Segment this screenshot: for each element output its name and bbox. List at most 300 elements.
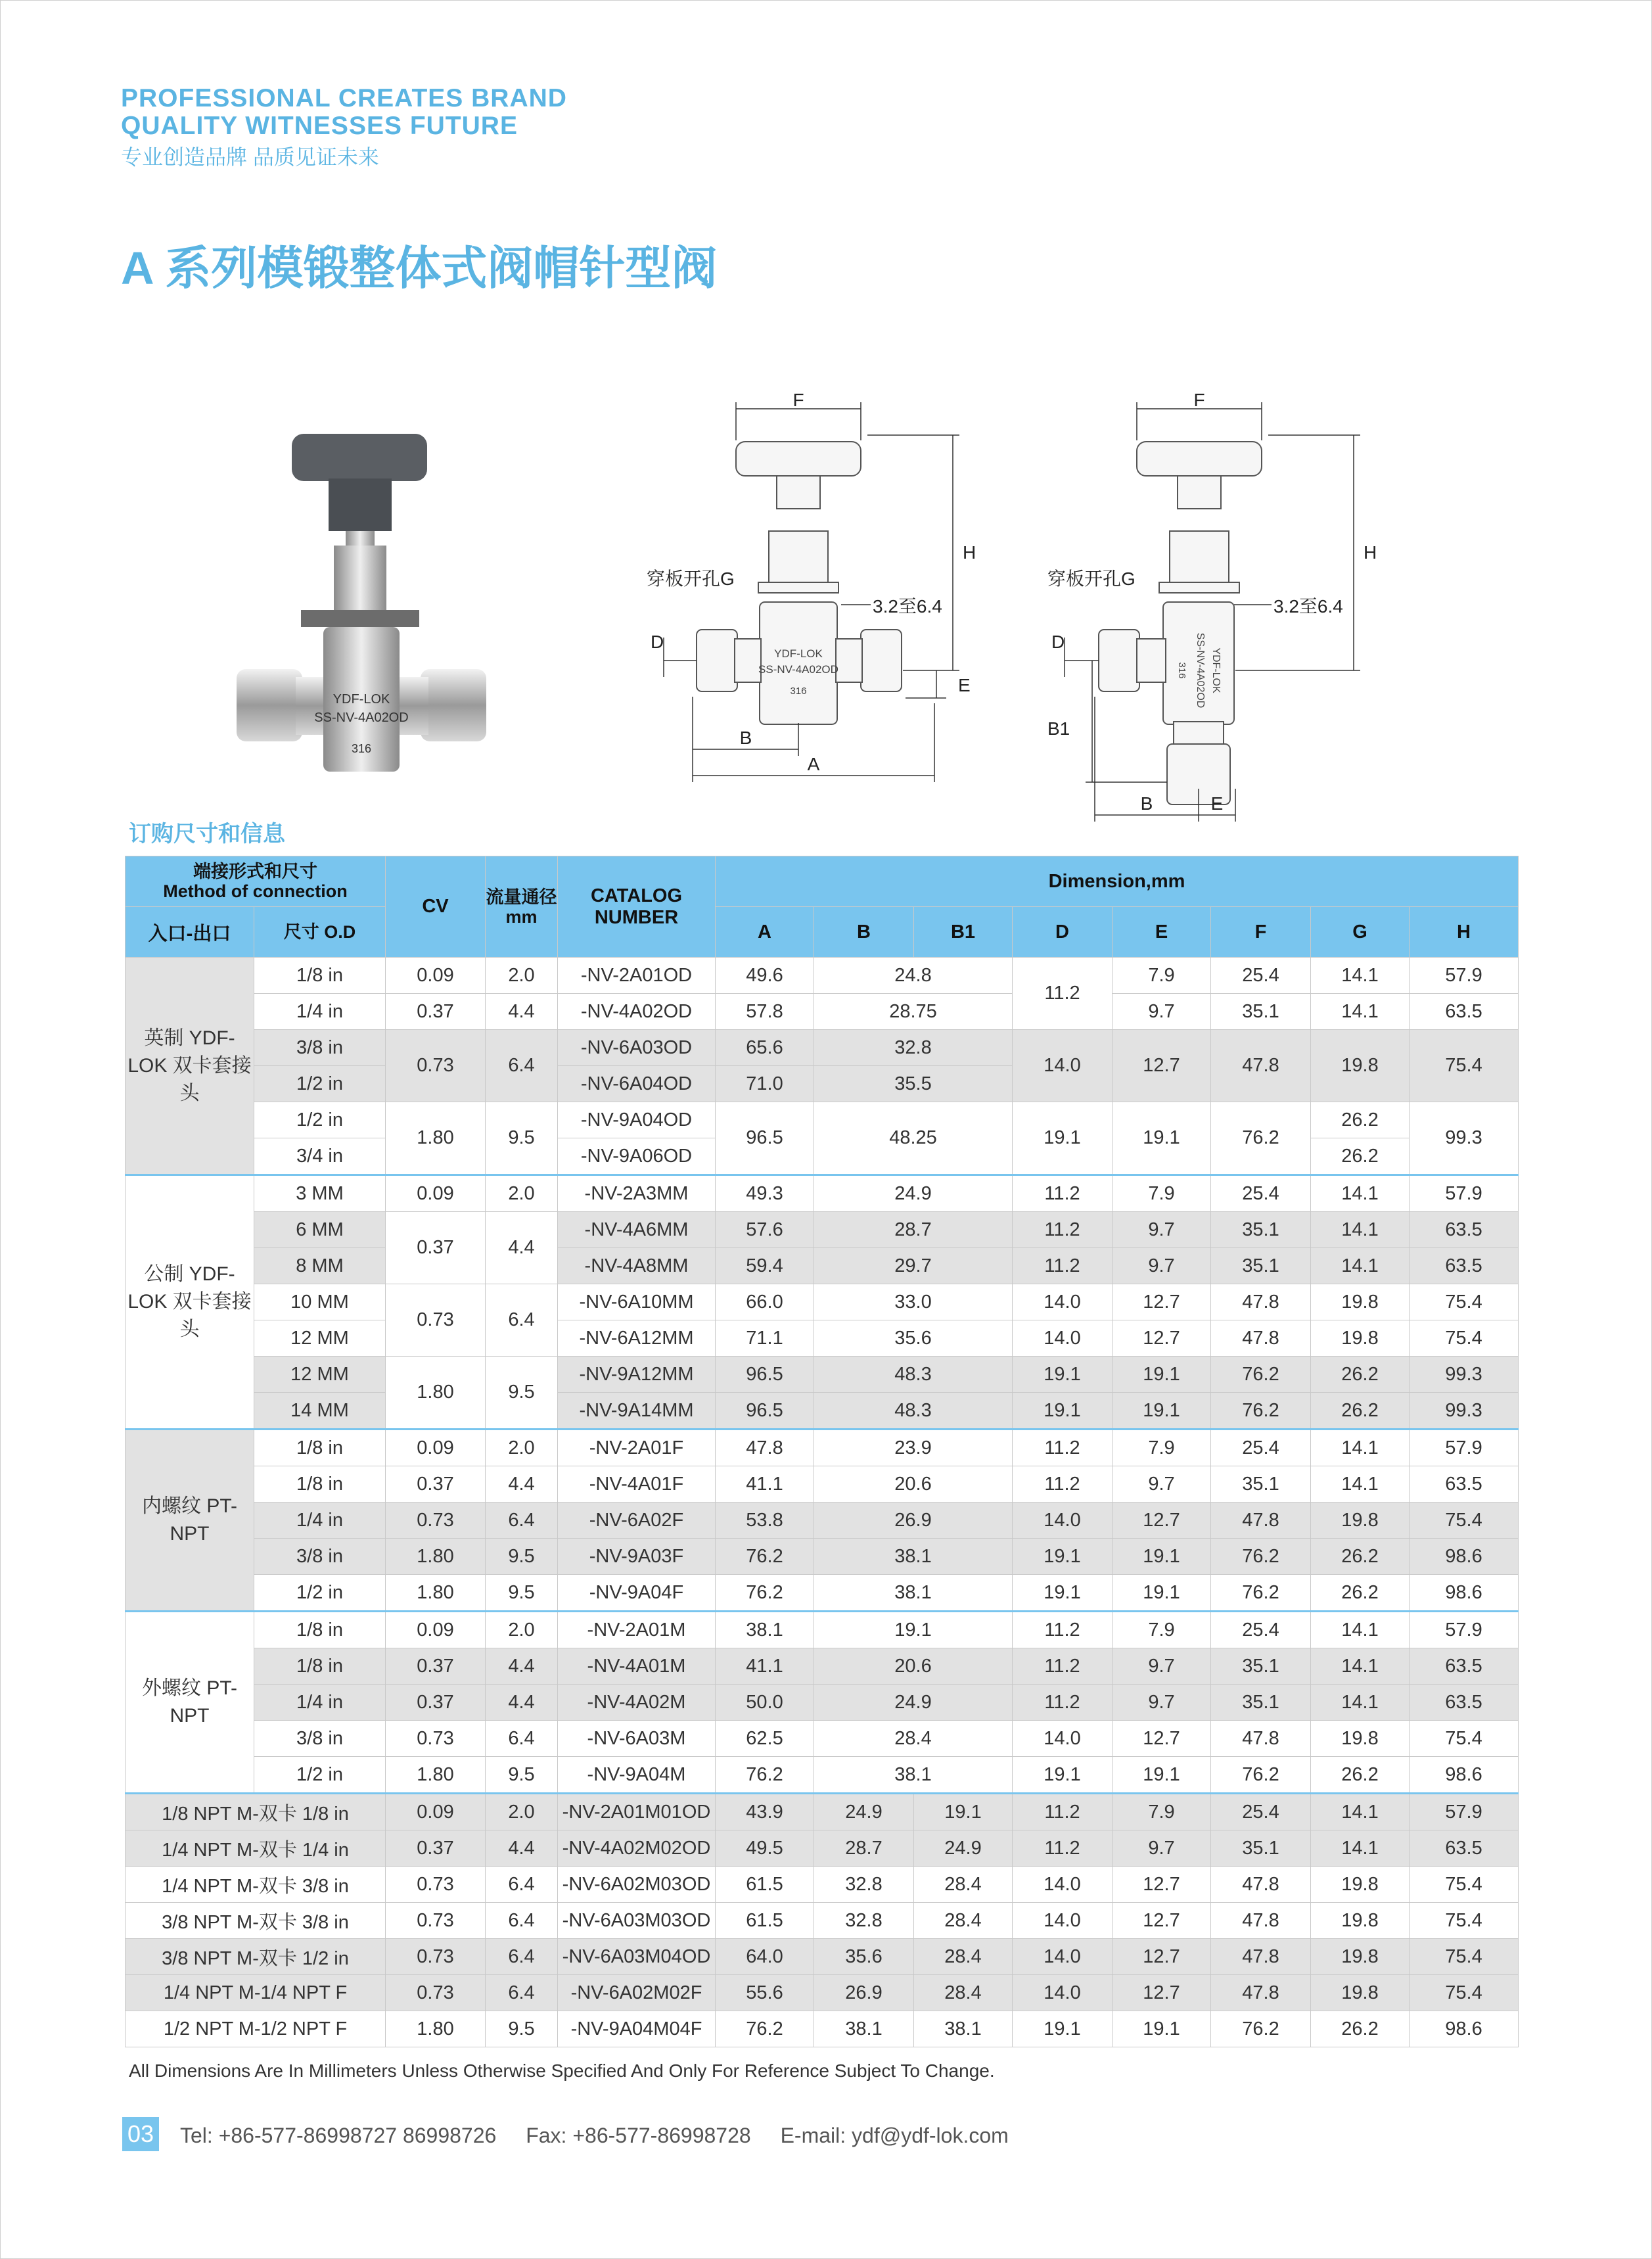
cell-D: 19.1 (1013, 1102, 1113, 1175)
cell-B: 24.9 (814, 1175, 1013, 1212)
valve-photo (223, 421, 499, 776)
cell-flow: 4.4 (486, 1648, 558, 1685)
hdr-F: F (1211, 907, 1311, 958)
cell-connection: 1/4 NPT M-双卡 3/8 in (126, 1867, 386, 1903)
cell-F: 47.8 (1211, 1903, 1311, 1939)
diag1-brand: YDF-LOK (774, 647, 823, 660)
hdr-catalog: CATALOG NUMBER (558, 856, 716, 958)
cell-A: 47.8 (716, 1430, 814, 1466)
cell-G: 26.2 (1311, 1539, 1410, 1575)
cell-D: 11.2 (1013, 1830, 1113, 1867)
cell-size: 3 MM (254, 1175, 386, 1212)
cell-B: 48.25 (814, 1102, 1013, 1175)
cell-catalog: -NV-9A06OD (558, 1138, 716, 1175)
cell-flow: 4.4 (486, 1830, 558, 1867)
cell-D: 11.2 (1013, 1612, 1113, 1648)
cell-E: 9.7 (1113, 1830, 1211, 1867)
hdr-E: E (1113, 907, 1211, 958)
photo-brand: YDF-LOK (333, 692, 390, 707)
cell-E: 12.7 (1113, 1867, 1211, 1903)
table-row (126, 1685, 1519, 1721)
cell-flow: 6.4 (486, 1030, 558, 1102)
cell-size: 1/8 in (254, 1648, 386, 1685)
cell-cv: 0.37 (386, 1685, 486, 1721)
cell-size: 14 MM (254, 1393, 386, 1430)
cell-F: 76.2 (1211, 2011, 1311, 2047)
cell-B: 48.3 (814, 1357, 1013, 1393)
panel-thickness-label: 3.2至6.4 (873, 596, 942, 617)
cell-H: 63.5 (1410, 994, 1519, 1030)
cell-B1: 38.1 (914, 2011, 1013, 2047)
cell-F: 25.4 (1211, 1794, 1311, 1830)
cell-E: 19.1 (1113, 1539, 1211, 1575)
cell-F: 47.8 (1211, 1284, 1311, 1320)
table-row (126, 1466, 1519, 1502)
cell-E: 19.1 (1113, 1575, 1211, 1612)
cell-G: 19.8 (1311, 1903, 1410, 1939)
cell-A: 71.0 (716, 1066, 814, 1102)
cell-cv: 0.37 (386, 1830, 486, 1867)
cell-G: 26.2 (1311, 1102, 1410, 1138)
cell-B: 20.6 (814, 1648, 1013, 1685)
cell-flow: 9.5 (486, 1357, 558, 1430)
table-row (126, 1357, 1519, 1393)
table-row (126, 2011, 1519, 2047)
table-row (126, 994, 1519, 1030)
cell-D: 14.0 (1013, 1320, 1113, 1357)
cell-H: 98.6 (1410, 1575, 1519, 1612)
category-imperial: 英制 YDF-LOK 双卡套接头 (126, 958, 254, 1175)
cell-H: 63.5 (1410, 1685, 1519, 1721)
cell-A: 76.2 (716, 1757, 814, 1794)
cell-connection: 1/2 NPT M-1/2 NPT F (126, 2011, 386, 2047)
cell-catalog: -NV-4A6MM (558, 1212, 716, 1248)
cell-A: 96.5 (716, 1102, 814, 1175)
cell-catalog: -NV-4A8MM (558, 1248, 716, 1284)
contact-tel: Tel: +86-577-86998727 86998726 (180, 2124, 497, 2147)
cell-A: 59.4 (716, 1248, 814, 1284)
cell-D: 11.2 (1013, 958, 1113, 1030)
cell-B: 35.6 (814, 1320, 1013, 1357)
cell-cv: 0.09 (386, 1612, 486, 1648)
cell-E: 19.1 (1113, 1102, 1211, 1175)
cell-A: 41.1 (716, 1466, 814, 1502)
cell-cv: 0.09 (386, 958, 486, 994)
handle (736, 442, 861, 476)
cell-catalog: -NV-6A03OD (558, 1030, 716, 1066)
cell-size: 1/4 in (254, 1502, 386, 1539)
cell-D: 19.1 (1013, 1757, 1113, 1794)
table-row (126, 1284, 1519, 1320)
cell-H: 75.4 (1410, 1975, 1519, 2011)
cell-H: 75.4 (1410, 1721, 1519, 1757)
handle-knob (292, 434, 427, 481)
cell-B: 28.7 (814, 1212, 1013, 1248)
cell-cv: 1.80 (386, 1757, 486, 1794)
cell-F: 25.4 (1211, 1175, 1311, 1212)
cell-F: 25.4 (1211, 1430, 1311, 1466)
cell-catalog: -NV-9A03F (558, 1539, 716, 1575)
cell-F: 47.8 (1211, 1721, 1311, 1757)
cell-B1: 19.1 (914, 1794, 1013, 1830)
cell-size: 12 MM (254, 1320, 386, 1357)
cell-connection: 3/8 NPT M-双卡 3/8 in (126, 1903, 386, 1939)
cell-E: 19.1 (1113, 1393, 1211, 1430)
cell-flow: 6.4 (486, 1502, 558, 1539)
table-row (126, 1102, 1519, 1138)
dim-H: H (963, 542, 976, 563)
cell-size: 1/4 in (254, 994, 386, 1030)
cell-F: 25.4 (1211, 1612, 1311, 1648)
cell-H: 63.5 (1410, 1830, 1519, 1867)
cell-B: 35.6 (814, 1939, 914, 1975)
cell-cv: 0.37 (386, 1212, 486, 1284)
cell-E: 9.7 (1113, 1212, 1211, 1248)
cell-H: 57.9 (1410, 958, 1519, 994)
cell-size: 8 MM (254, 1248, 386, 1284)
cell-A: 55.6 (716, 1975, 814, 2011)
page-number: 03 (122, 2117, 159, 2151)
cell-F: 76.2 (1211, 1757, 1311, 1794)
cell-A: 76.2 (716, 1575, 814, 1612)
cell-flow: 2.0 (486, 1430, 558, 1466)
header-row-2 (126, 907, 1519, 958)
cell-H: 75.4 (1410, 1939, 1519, 1975)
category-metric: 公制 YDF-LOK 双卡套接头 (126, 1175, 254, 1430)
hdr-method: 端接形式和尺寸 Method of connection (126, 856, 386, 907)
cell-E: 7.9 (1113, 1794, 1211, 1830)
cell-size: 1/4 in (254, 1685, 386, 1721)
cell-B: 28.75 (814, 994, 1013, 1030)
cell-D: 14.0 (1013, 1721, 1113, 1757)
dim-D: D (1051, 632, 1065, 652)
cell-catalog: -NV-6A03M03OD (558, 1903, 716, 1939)
hdr-cv: CV (386, 856, 486, 958)
cell-catalog: -NV-9A04M04F (558, 2011, 716, 2047)
dim-F: F (792, 390, 804, 410)
cell-B: 20.6 (814, 1466, 1013, 1502)
cell-F: 35.1 (1211, 1830, 1311, 1867)
table-row (126, 1612, 1519, 1648)
cell-A: 62.5 (716, 1721, 814, 1757)
cell-H: 57.9 (1410, 1612, 1519, 1648)
cell-flow: 4.4 (486, 994, 558, 1030)
cell-catalog: -NV-6A10MM (558, 1284, 716, 1320)
cell-catalog: -NV-6A02F (558, 1502, 716, 1539)
cell-A: 76.2 (716, 1539, 814, 1575)
cell-H: 57.9 (1410, 1794, 1519, 1830)
cell-B1: 28.4 (914, 1975, 1013, 2011)
cell-A: 96.5 (716, 1357, 814, 1393)
cell-B: 38.1 (814, 1575, 1013, 1612)
cell-F: 76.2 (1211, 1393, 1311, 1430)
cell-flow: 9.5 (486, 1539, 558, 1575)
cell-G: 19.8 (1311, 1320, 1410, 1357)
cell-A: 65.6 (716, 1030, 814, 1066)
cell-catalog: -NV-9A04OD (558, 1102, 716, 1138)
cell-catalog: -NV-4A02M02OD (558, 1830, 716, 1867)
cell-flow: 9.5 (486, 1102, 558, 1175)
cell-E: 9.7 (1113, 1648, 1211, 1685)
cell-D: 19.1 (1013, 1357, 1113, 1393)
cell-E: 19.1 (1113, 1757, 1211, 1794)
cell-size: 3/8 in (254, 1721, 386, 1757)
table-row (126, 1721, 1519, 1757)
cell-size: 1/8 in (254, 1430, 386, 1466)
cell-A: 61.5 (716, 1867, 814, 1903)
cell-B: 32.8 (814, 1867, 914, 1903)
cell-G: 26.2 (1311, 1575, 1410, 1612)
cell-E: 19.1 (1113, 1357, 1211, 1393)
cell-G: 26.2 (1311, 1357, 1410, 1393)
cell-G: 14.1 (1311, 1466, 1410, 1502)
dim-E: E (1210, 793, 1224, 814)
cell-D: 19.1 (1013, 1575, 1113, 1612)
cell-B: 23.9 (814, 1430, 1013, 1466)
cell-cv: 0.37 (386, 1648, 486, 1685)
cell-A: 43.9 (716, 1794, 814, 1830)
cell-B: 32.8 (814, 1903, 914, 1939)
cell-cv: 0.37 (386, 1466, 486, 1502)
cell-B: 19.1 (814, 1612, 1013, 1648)
header-row-1 (126, 856, 1519, 907)
diag2-model: SS-NV-4A02OD (1195, 632, 1206, 709)
cell-catalog: -NV-4A02M (558, 1685, 716, 1721)
cell-F: 35.1 (1211, 1648, 1311, 1685)
cell-E: 12.7 (1113, 1502, 1211, 1539)
cell-E: 7.9 (1113, 958, 1211, 994)
cell-A: 57.8 (716, 994, 814, 1030)
cell-size: 1/2 in (254, 1102, 386, 1138)
cell-E: 12.7 (1113, 1030, 1211, 1102)
cell-size: 10 MM (254, 1284, 386, 1320)
cell-flow: 2.0 (486, 958, 558, 994)
cell-H: 98.6 (1410, 1539, 1519, 1575)
cell-flow: 4.4 (486, 1466, 558, 1502)
cell-connection: 3/8 NPT M-双卡 1/2 in (126, 1939, 386, 1975)
dim-B: B (739, 728, 752, 748)
hdr-inout: 入口-出口 (126, 907, 254, 958)
panel-hole-label: 穿板开孔G (647, 569, 735, 589)
cell-F: 47.8 (1211, 1030, 1311, 1102)
cell-cv: 0.73 (386, 1284, 486, 1357)
right-fitting (421, 669, 486, 741)
cell-E: 9.7 (1113, 1466, 1211, 1502)
slogan-line-1: PROFESSIONAL CREATES BRAND (121, 84, 567, 112)
cell-B: 24.8 (814, 958, 1013, 994)
cell-D: 14.0 (1013, 1867, 1113, 1903)
cell-B: 38.1 (814, 2011, 914, 2047)
cell-F: 35.1 (1211, 1248, 1311, 1284)
straight-valve-diagram (637, 390, 976, 789)
hdr-B: B (814, 907, 914, 958)
cell-A: 71.1 (716, 1320, 814, 1357)
cell-B: 28.4 (814, 1721, 1013, 1757)
cell-G: 19.8 (1311, 1939, 1410, 1975)
cell-flow: 6.4 (486, 1903, 558, 1939)
contact-email[interactable]: E-mail: ydf@ydf-lok.com (780, 2124, 1009, 2147)
cell-B: 33.0 (814, 1284, 1013, 1320)
cell-D: 11.2 (1013, 1212, 1113, 1248)
cell-F: 35.1 (1211, 1685, 1311, 1721)
cell-size: 1/8 in (254, 958, 386, 994)
cell-catalog: -NV-2A01F (558, 1430, 716, 1466)
cell-connection: 1/4 NPT M-双卡 1/4 in (126, 1830, 386, 1867)
cell-D: 11.2 (1013, 1794, 1113, 1830)
cell-cv: 0.73 (386, 1867, 486, 1903)
cell-B1: 28.4 (914, 1867, 1013, 1903)
cell-connection: 1/8 NPT M-双卡 1/8 in (126, 1794, 386, 1830)
hdr-dimension: Dimension,mm (716, 856, 1519, 907)
cell-flow: 2.0 (486, 1175, 558, 1212)
cell-G: 19.8 (1311, 1502, 1410, 1539)
cell-E: 12.7 (1113, 1939, 1211, 1975)
cell-D: 14.0 (1013, 1502, 1113, 1539)
cell-A: 50.0 (716, 1685, 814, 1721)
cell-D: 19.1 (1013, 1393, 1113, 1430)
table-row (126, 1030, 1519, 1066)
cell-F: 76.2 (1211, 1575, 1311, 1612)
cell-flow: 6.4 (486, 1867, 558, 1903)
spec-table (125, 856, 1519, 2047)
cell-cv: 1.80 (386, 1539, 486, 1575)
diag1-model: SS-NV-4A02OD (758, 663, 838, 676)
cell-catalog: -NV-2A01M (558, 1612, 716, 1648)
cell-G: 26.2 (1311, 1757, 1410, 1794)
cell-size: 1/2 in (254, 1575, 386, 1612)
cell-A: 53.8 (716, 1502, 814, 1539)
cell-A: 96.5 (716, 1393, 814, 1430)
cell-E: 12.7 (1113, 1284, 1211, 1320)
diag2-material: 316 (1176, 662, 1187, 679)
cell-H: 63.5 (1410, 1248, 1519, 1284)
cell-cv: 1.80 (386, 1575, 486, 1612)
contact-info (180, 2124, 1032, 2148)
cell-A: 61.5 (716, 1903, 814, 1939)
cell-G: 26.2 (1311, 1138, 1410, 1175)
table-row (126, 958, 1519, 994)
cell-F: 76.2 (1211, 1357, 1311, 1393)
cell-A: 64.0 (716, 1939, 814, 1975)
cell-D: 11.2 (1013, 1648, 1113, 1685)
cell-flow: 4.4 (486, 1685, 558, 1721)
cell-flow: 2.0 (486, 1794, 558, 1830)
cell-catalog: -NV-9A14MM (558, 1393, 716, 1430)
cell-D: 14.0 (1013, 1939, 1113, 1975)
cell-E: 19.1 (1113, 2011, 1211, 2047)
category-male-thread: 外螺纹 PT-NPT (126, 1612, 254, 1794)
table-row (126, 1502, 1519, 1539)
cell-catalog: -NV-6A03M04OD (558, 1939, 716, 1975)
cell-B: 48.3 (814, 1393, 1013, 1430)
cell-cv: 0.09 (386, 1794, 486, 1830)
dim-B: B (1140, 793, 1153, 814)
cell-size: 12 MM (254, 1357, 386, 1393)
cell-D: 14.0 (1013, 1975, 1113, 2011)
cell-G: 14.1 (1311, 1175, 1410, 1212)
table-row (126, 1430, 1519, 1466)
cell-G: 26.2 (1311, 2011, 1410, 2047)
cell-cv: 0.73 (386, 1903, 486, 1939)
cell-cv: 0.73 (386, 1502, 486, 1539)
table-row (126, 1975, 1519, 2011)
cell-B1: 28.4 (914, 1939, 1013, 1975)
cell-G: 19.8 (1311, 1867, 1410, 1903)
cell-catalog: -NV-6A02M02F (558, 1975, 716, 2011)
cell-G: 14.1 (1311, 958, 1410, 994)
cell-H: 99.3 (1410, 1102, 1519, 1175)
cell-flow: 6.4 (486, 1975, 558, 2011)
cell-size: 3/8 in (254, 1030, 386, 1066)
cell-B: 38.1 (814, 1757, 1013, 1794)
panel-thickness-label: 3.2至6.4 (1273, 596, 1343, 617)
cell-G: 14.1 (1311, 1794, 1410, 1830)
cell-H: 98.6 (1410, 1757, 1519, 1794)
cell-H: 75.4 (1410, 1030, 1519, 1102)
cell-cv: 0.37 (386, 994, 486, 1030)
cell-H: 75.4 (1410, 1867, 1519, 1903)
cell-G: 19.8 (1311, 1030, 1410, 1102)
cell-D: 11.2 (1013, 1466, 1113, 1502)
cell-B: 29.7 (814, 1248, 1013, 1284)
cell-G: 14.1 (1311, 1648, 1410, 1685)
cell-H: 75.4 (1410, 1502, 1519, 1539)
cell-G: 14.1 (1311, 1612, 1410, 1648)
cell-flow: 2.0 (486, 1612, 558, 1648)
table-row (126, 1539, 1519, 1575)
cell-B: 26.9 (814, 1502, 1013, 1539)
cell-catalog: -NV-2A01M01OD (558, 1794, 716, 1830)
cell-E: 7.9 (1113, 1430, 1211, 1466)
cell-A: 57.6 (716, 1212, 814, 1248)
cell-B1: 28.4 (914, 1903, 1013, 1939)
cell-cv: 0.09 (386, 1175, 486, 1212)
cell-H: 75.4 (1410, 1903, 1519, 1939)
cell-H: 75.4 (1410, 1320, 1519, 1357)
cell-A: 49.6 (716, 958, 814, 994)
cell-G: 14.1 (1311, 1212, 1410, 1248)
angle-valve-diagram (1038, 390, 1380, 828)
dim-A: A (807, 754, 820, 774)
hdr-flow: 流量通径mm (486, 856, 558, 958)
panel-hole-label: 穿板开孔G (1047, 569, 1136, 589)
cell-flow: 9.5 (486, 1575, 558, 1612)
cell-catalog: -NV-6A12MM (558, 1320, 716, 1357)
cell-A: 49.5 (716, 1830, 814, 1867)
cell-D: 11.2 (1013, 1175, 1113, 1212)
cell-A: 66.0 (716, 1284, 814, 1320)
contact-fax: Fax: +86-577-86998728 (526, 2124, 751, 2147)
table-row (126, 1939, 1519, 1975)
cell-catalog: -NV-4A01M (558, 1648, 716, 1685)
hdr-A: A (716, 907, 814, 958)
table-row (126, 1903, 1519, 1939)
cell-B: 24.9 (814, 1685, 1013, 1721)
cell-size: 6 MM (254, 1212, 386, 1248)
cell-catalog: -NV-6A03M (558, 1721, 716, 1757)
dim-H: H (1364, 542, 1377, 563)
cell-size: 1/8 in (254, 1466, 386, 1502)
photo-model: SS-NV-4A02OD (314, 710, 409, 725)
cell-D: 19.1 (1013, 1539, 1113, 1575)
cell-flow: 9.5 (486, 2011, 558, 2047)
cell-cv: 1.80 (386, 2011, 486, 2047)
section-title: 订购尺寸和信息 (129, 822, 285, 847)
cell-H: 63.5 (1410, 1212, 1519, 1248)
cell-D: 19.1 (1013, 2011, 1113, 2047)
cell-E: 9.7 (1113, 1248, 1211, 1284)
cell-F: 47.8 (1211, 1975, 1311, 2011)
